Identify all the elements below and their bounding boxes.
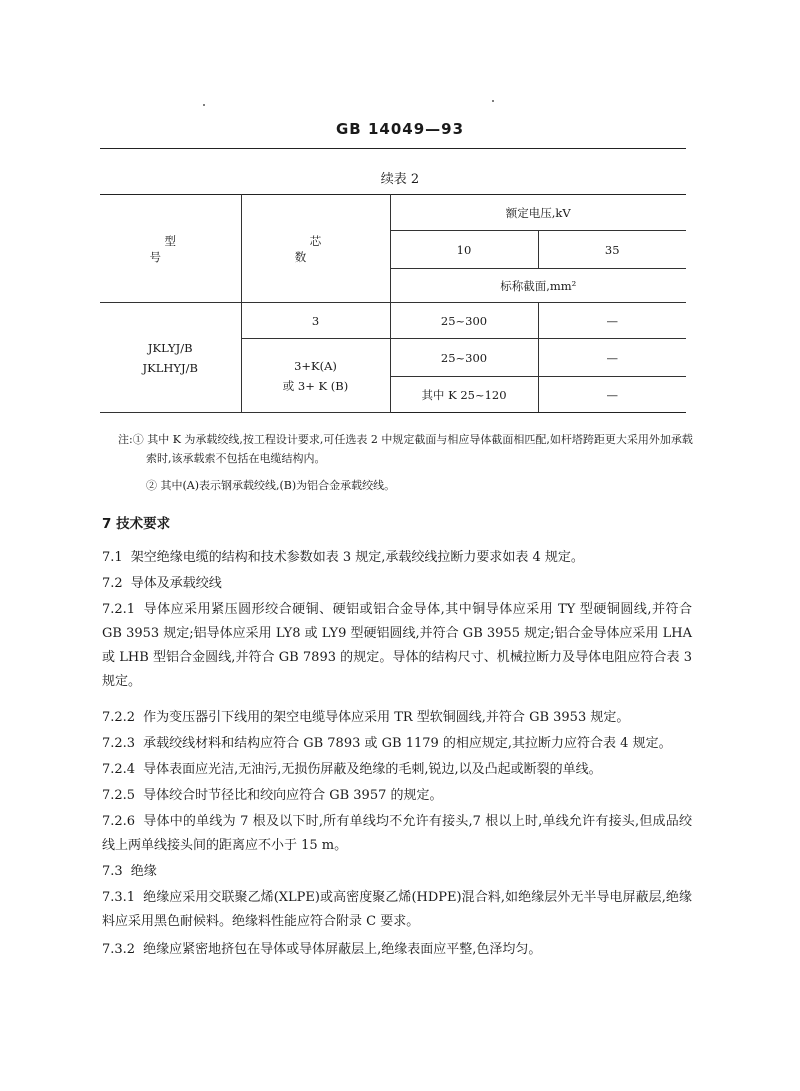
- note-1: 注:① 其中 K 为承载绞线,按工程设计要求,可任选表 2 中规定截面与相应导体截面相匹配,如杆塔跨距更大采用外加承载索时,该承载索不包括在电缆结构内。: [118, 433, 693, 465]
- cell-section-10: 25~300: [390, 303, 538, 339]
- clause-number: 7.2.4: [102, 762, 136, 777]
- header-rated-voltage: 额定电压,kV: [390, 195, 686, 231]
- table-notes: [118, 430, 698, 495]
- cell-model: [100, 303, 241, 413]
- clause-number: 7.3: [102, 864, 123, 879]
- clause-text: 架空绝缘电缆的结构和技术参数如表 3 规定,承载绞线拉断力要求如表 4 规定。: [130, 550, 584, 565]
- clause-number: 7.3.2: [102, 942, 136, 957]
- cell-section-10: 25~300: [390, 339, 538, 377]
- clause-number: 7.3.1: [102, 890, 136, 905]
- clause-text: 绝缘: [130, 864, 157, 879]
- cell-section-35: —: [538, 339, 686, 377]
- clause-7-1: [102, 546, 692, 570]
- clause-number: 7.2.2: [102, 710, 136, 725]
- clause-number: 7.2: [102, 576, 123, 591]
- model-line: JKLYJ/B: [147, 340, 193, 355]
- cores-line: 或 3+ K (B): [282, 378, 349, 393]
- clause-text: 绝缘应采用交联聚乙烯(XLPE)或高密度聚乙烯(HDPE)混合料,如绝缘层外无半导电屏蔽层,绝缘料应采用黑色耐候料。绝缘料性能应符合附录 C 要求。: [102, 890, 692, 929]
- clause-text: 作为变压器引下线用的架空电缆导体应采用 TR 型软铜圆线,并符合 GB 3953 规定。: [143, 710, 630, 725]
- clause-7-3-1: [102, 886, 692, 934]
- clause-7-2: [102, 572, 692, 596]
- header-model: 型 号: [100, 195, 241, 303]
- scan-speck: [203, 104, 205, 106]
- clause-number: 7.2.6: [102, 814, 136, 829]
- note-2: ② 其中(A)表示钢承载绞线,(B)为铝合金承载绞线。: [146, 479, 396, 492]
- cores-line: 3+K(A): [294, 358, 337, 373]
- clause-text: 导体及承载绞线: [130, 576, 222, 591]
- header-cores: 芯 数: [241, 195, 390, 303]
- clause-text: 导体表面应光洁,无油污,无损伤屏蔽及绝缘的毛刺,锐边,以及凸起或断裂的单线。: [143, 762, 602, 777]
- clause-7-2-2: [102, 706, 692, 730]
- clause-7-2-5: [102, 784, 692, 808]
- clause-number: 7.1: [102, 550, 123, 565]
- cell-cores: [241, 339, 390, 413]
- section-heading: 7 技术要求: [102, 516, 171, 532]
- cell-cores: 3: [241, 303, 390, 339]
- clause-text: 绝缘应紧密地挤包在导体或导体屏蔽层上,绝缘表面应平整,色泽均匀。: [143, 942, 542, 957]
- clause-7-2-3: [102, 732, 692, 756]
- cell-section-35: —: [538, 377, 686, 413]
- standard-number: GB 14049—93: [335, 120, 465, 138]
- clause-7-2-6: [102, 810, 692, 858]
- header-nominal-section: 标称截面,mm²: [390, 269, 686, 303]
- header-voltage-35: 35: [538, 231, 686, 269]
- clause-text: 导体中的单线为 7 根及以下时,所有单线均不允许有接头,7 根以上时,单线允许有接头,但成品绞线上两单线接头间的距离应不小于 15 m。: [102, 814, 692, 853]
- header-voltage-10: 10: [390, 231, 538, 269]
- clause-text: 导体绞合时节径比和绞向应符合 GB 3957 的规定。: [143, 788, 443, 803]
- clause-7-2-1: [102, 598, 692, 694]
- spec-table: [100, 194, 686, 413]
- header-rule: [100, 148, 686, 149]
- scan-speck: [492, 100, 494, 102]
- clause-text: 承载绞线材料和结构应符合 GB 7893 或 GB 1179 的相应规定,其拉断力应符合表 4 规定。: [143, 736, 672, 751]
- clause-text: 导体应采用紧压圆形绞合硬铜、硬铝或铝合金导体,其中铜导体应采用 TY 型硬铜圆线,并符合 GB 3953 规定;铝导体应采用 LY8 或 LY9 型硬铝圆线,并符合 GB 3955 规定;铝合金导体应采用 LHA 或 LHB 型铝合金圆线,并符合 GB 7893 的规定。导体的结构尺寸、机械拉断力及导体电阻应符合表 3 规定。: [102, 602, 692, 689]
- clause-7-3-2: [102, 938, 692, 962]
- clause-number: 7.2.1: [102, 602, 136, 617]
- table-caption: 续表 2: [380, 172, 420, 187]
- model-line: JKLHYJ/B: [142, 360, 198, 375]
- clause-7-2-4: [102, 758, 692, 782]
- clause-number: 7.2.5: [102, 788, 136, 803]
- clause-number: 7.2.3: [102, 736, 136, 751]
- clause-7-3: [102, 860, 692, 884]
- cell-section-35: —: [538, 303, 686, 339]
- cell-section-10: 其中 K 25~120: [390, 377, 538, 413]
